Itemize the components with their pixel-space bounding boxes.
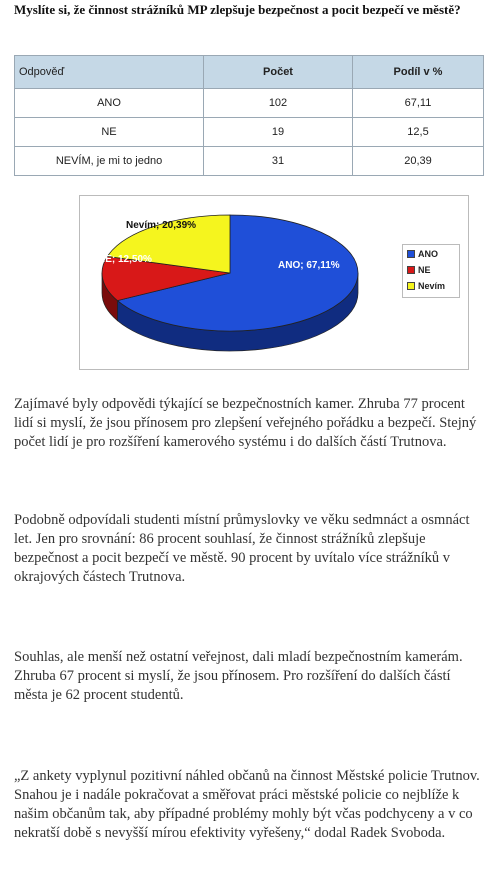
legend-item	[403, 262, 459, 277]
results-table	[14, 55, 484, 176]
table-row	[15, 89, 484, 118]
chart-legend	[402, 244, 460, 298]
legend-item	[403, 278, 459, 293]
table-cell: ANO	[15, 89, 204, 118]
table-cell: 31	[204, 147, 353, 176]
table-cell: 67,11	[353, 89, 484, 118]
table-cell: 12,5	[353, 118, 484, 147]
pie-data-label: ANO; 67,11%	[278, 260, 340, 271]
table-row	[15, 147, 484, 176]
header-count: Počet	[204, 56, 353, 89]
table-cell: 19	[204, 118, 353, 147]
legend-swatch	[407, 266, 415, 274]
paragraph: Podobně odpovídali studenti místní průmyslovky ve věku sedmnáct a osmnáct let. Jen pro srovnání: 86 procent souhlasí, že činnost strážníků zlepšuje bezpečnost a pocit bezpečí ve městě. 90 procent by uvítalo více strážníků v okrajových částech Trutnova.	[14, 512, 470, 585]
table-cell: NE	[15, 118, 204, 147]
survey-question: Myslíte si, že činnost strážníků MP zlepšuje bezpečnost a pocit bezpečí ve městě?	[14, 2, 461, 17]
table-cell: 20,39	[353, 147, 484, 176]
header-answer: Odpověď	[15, 56, 204, 89]
pie-chart	[79, 195, 469, 370]
table-header-row	[15, 56, 484, 89]
legend-label: Nevím	[418, 280, 446, 291]
header-share: Podíl v %	[353, 56, 484, 89]
paragraph: „Z ankety vyplynul pozitivní náhled občanů na činnost Městské policie Trutnov. Snahou je i nadále pokračovat a směřovat práci městské policie co nejblíže k našim občanům tak, aby případné problémy mohly být včas podchyceny a v co nekratší době s nevyšší mírou efektivity vyřešeny,“ dodal Radek Svoboda.	[14, 768, 480, 841]
table-cell: NEVÍM, je mi to jedno	[15, 147, 204, 176]
legend-item	[403, 246, 459, 261]
legend-label: ANO	[418, 248, 438, 259]
paragraph: Zajímavé byly odpovědi týkající se bezpečnostních kamer. Zhruba 77 procent lidí si myslí, že jsou přínosem pro zlepšení veřejného pořádku a bezpečí. Stejný počet lidí je pro rozšíření kamerového systému i do dalších částí Trutnova.	[14, 396, 477, 450]
table-cell: 102	[204, 89, 353, 118]
pie-data-label: NE; 12,50%	[98, 254, 152, 265]
legend-swatch	[407, 282, 415, 290]
paragraph: Souhlas, ale menší než ostatní veřejnost, dali mladí bezpečnostním kamerám. Zhruba 67 procent si myslí, že jsou přínosem. Pro rozšíření do dalších částí města je 62 procent studentů.	[14, 649, 463, 703]
table-row	[15, 118, 484, 147]
pie-data-label: Nevím; 20,39%	[126, 220, 197, 231]
legend-label: NE	[418, 264, 431, 275]
legend-swatch	[407, 250, 415, 258]
